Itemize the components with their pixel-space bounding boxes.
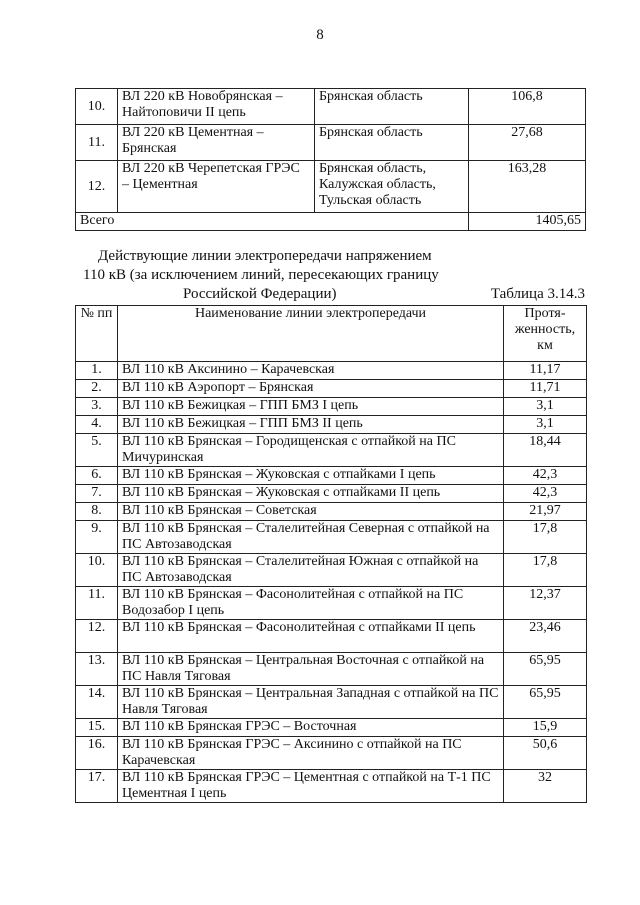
row-number: 2. <box>76 380 118 398</box>
line-length: 15,9 <box>504 719 587 737</box>
line-name: ВЛ 110 кВ Брянская ГРЭС – Аксинино с отпайкой на ПС Карачевская <box>118 737 504 770</box>
row-number: 15. <box>76 719 118 737</box>
row-number: 8. <box>76 503 118 521</box>
line-name: ВЛ 110 кВ Брянская – Фасонолитейная с отпайкой на ПС Водозабор I цепь <box>118 587 504 620</box>
table-row <box>76 719 587 737</box>
table-220kv-continuation <box>75 88 586 231</box>
line-name: ВЛ 110 кВ Брянская – Фасонолитейная с отпайками II цепь <box>118 620 504 653</box>
table-row <box>76 380 587 398</box>
row-number: 1. <box>76 362 118 380</box>
line-length: 65,95 <box>504 653 587 686</box>
table-row <box>76 416 587 434</box>
row-number: 6. <box>76 467 118 485</box>
line-name: ВЛ 110 кВ Бежицкая – ГПП БМЗ II цепь <box>118 416 504 434</box>
table-row <box>76 398 587 416</box>
row-number: 11. <box>76 125 118 161</box>
line-name: ВЛ 110 кВ Брянская ГРЭС – Цементная с отпайкой на Т-1 ПС Цементная I цепь <box>118 770 504 803</box>
row-number: 14. <box>76 686 118 719</box>
line-name: ВЛ 220 кВ Черепетская ГРЭС – Цементная <box>118 161 315 213</box>
row-number: 12. <box>76 620 118 653</box>
line-length: 65,95 <box>504 686 587 719</box>
row-number: 13. <box>76 653 118 686</box>
line-length: 17,8 <box>504 521 587 554</box>
line-length: 50,6 <box>504 737 587 770</box>
line-length: 27,68 <box>469 125 586 161</box>
line-length: 11,71 <box>504 380 587 398</box>
line-length: 42,3 <box>504 485 587 503</box>
page-number: 8 <box>316 27 324 43</box>
row-number: 11. <box>76 587 118 620</box>
caption-line-3: Российской Федерации) <box>183 286 337 302</box>
line-length: 23,46 <box>504 620 587 653</box>
row-number: 10. <box>76 554 118 587</box>
line-name: ВЛ 220 кВ Цементная – Брянская <box>118 125 315 161</box>
header-num: № пп <box>76 306 118 362</box>
table-row <box>76 620 587 653</box>
table-row <box>76 653 587 686</box>
table-row <box>76 89 586 125</box>
line-length: 17,8 <box>504 554 587 587</box>
table-header-row <box>76 306 587 362</box>
line-length: 32 <box>504 770 587 803</box>
line-name: ВЛ 110 кВ Брянская – Городищенская с отпайкой на ПС Мичуринская <box>118 434 504 467</box>
table-row <box>76 161 586 213</box>
line-name: ВЛ 110 кВ Брянская – Центральная Восточная с отпайкой на ПС Навля Тяговая <box>118 653 504 686</box>
total-value: 1405,65 <box>469 213 586 231</box>
header-length: Протя-женность, км <box>504 306 587 362</box>
table-row <box>76 125 586 161</box>
line-name: ВЛ 110 кВ Брянская – Жуковская с отпайками II цепь <box>118 485 504 503</box>
row-number: 3. <box>76 398 118 416</box>
line-length: 163,28 <box>469 161 586 213</box>
line-name: ВЛ 110 кВ Аксинино – Карачевская <box>118 362 504 380</box>
caption-line-1: Действующие линии электропередачи напряжением <box>98 248 432 264</box>
total-row <box>76 213 586 231</box>
region: Брянская область, Калужская область, Тульская область <box>315 161 469 213</box>
line-name: ВЛ 110 кВ Брянская – Центральная Западная с отпайкой на ПС Навля Тяговая <box>118 686 504 719</box>
table-row <box>76 587 587 620</box>
table-row <box>76 362 587 380</box>
table-row <box>76 686 587 719</box>
line-name: ВЛ 110 кВ Брянская – Сталелитейная Северная с отпайкой на ПС Автозаводская <box>118 521 504 554</box>
line-length: 3,1 <box>504 416 587 434</box>
region: Брянская область <box>315 125 469 161</box>
row-number: 7. <box>76 485 118 503</box>
table-row <box>76 737 587 770</box>
table-row <box>76 434 587 467</box>
row-number: 10. <box>76 89 118 125</box>
line-length: 21,97 <box>504 503 587 521</box>
line-length: 12,37 <box>504 587 587 620</box>
table-row <box>76 503 587 521</box>
line-name: ВЛ 110 кВ Брянская – Жуковская с отпайками I цепь <box>118 467 504 485</box>
line-length: 18,44 <box>504 434 587 467</box>
row-number: 17. <box>76 770 118 803</box>
table-row <box>76 554 587 587</box>
header-name: Наименование линии электропередачи <box>118 306 504 362</box>
table-row <box>76 485 587 503</box>
line-name: ВЛ 220 кВ Новобрянская – Найтоповичи II цепь <box>118 89 315 125</box>
row-number: 12. <box>76 161 118 213</box>
line-length: 3,1 <box>504 398 587 416</box>
row-number: 4. <box>76 416 118 434</box>
table-row <box>76 521 587 554</box>
table-number: Таблица 3.14.3 <box>490 286 585 302</box>
caption-line-2: 110 кВ (за исключением линий, пересекающих границу <box>83 267 439 283</box>
row-number: 16. <box>76 737 118 770</box>
line-length: 11,17 <box>504 362 587 380</box>
line-length: 42,3 <box>504 467 587 485</box>
table-row <box>76 770 587 803</box>
row-number: 9. <box>76 521 118 554</box>
line-name: ВЛ 110 кВ Брянская ГРЭС – Восточная <box>118 719 504 737</box>
table-row <box>76 467 587 485</box>
row-number: 5. <box>76 434 118 467</box>
line-name: ВЛ 110 кВ Брянская – Сталелитейная Южная с отпайкой на ПС Автозаводская <box>118 554 504 587</box>
line-name: ВЛ 110 кВ Бежицкая – ГПП БМЗ I цепь <box>118 398 504 416</box>
line-length: 106,8 <box>469 89 586 125</box>
line-name: ВЛ 110 кВ Аэропорт – Брянская <box>118 380 504 398</box>
total-label: Всего <box>76 213 469 231</box>
table-110kv <box>75 305 587 803</box>
line-name: ВЛ 110 кВ Брянская – Советская <box>118 503 504 521</box>
region: Брянская область <box>315 89 469 125</box>
